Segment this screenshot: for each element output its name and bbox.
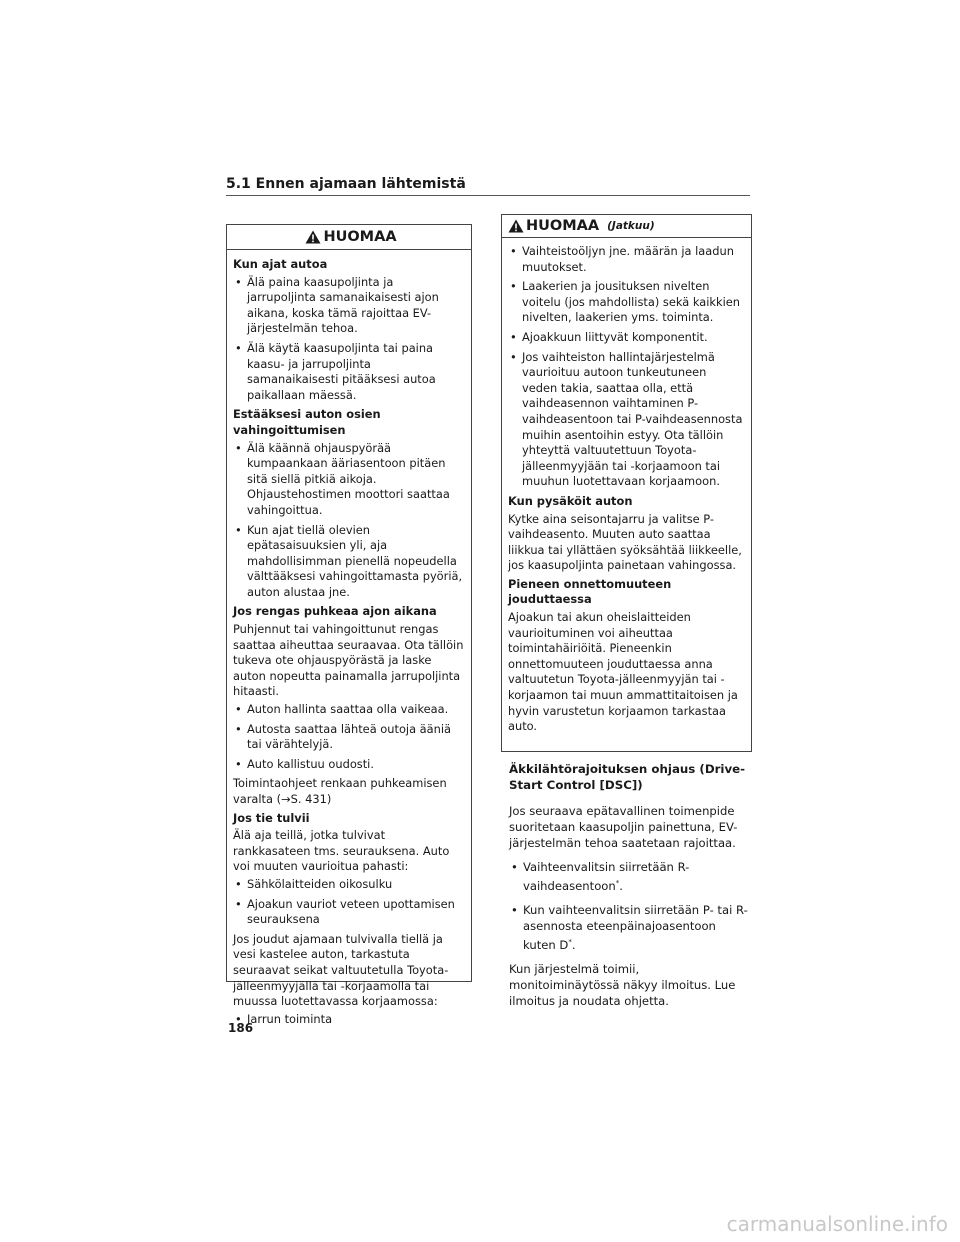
dsc-outro: Kun järjestelmä toimii, monitoiminäytössä näkyy ilmoitus. Lue ilmoitus ja noudata ohjetta. — [509, 961, 736, 1008]
subheading: Kun pysäköit auton — [508, 493, 633, 508]
bullet-item: • Laakerien ja jousituksen nivelten voitelu (jos mahdollista) sekä kaikkien nivelten, laakerien yms. toiminta. — [508, 279, 745, 326]
section-title: 5.1 Ennen ajamaan lähtemistä — [226, 176, 466, 192]
main-text — [509, 758, 749, 1017]
continued-label: (Jatkuu) — [607, 220, 655, 232]
warning-box-body — [227, 250, 471, 1027]
warning-box-header — [227, 225, 471, 250]
page-number: 186 — [228, 1021, 254, 1035]
dsc-bullet-2: • Kun vaihteenvalitsin siirretään P- tai R-asennosta eteenpäinajoasentoon kuten D*. — [509, 902, 749, 953]
warning-box-body — [502, 238, 751, 735]
bullet-item: • Kun ajat tiellä olevien epätasaisuuksien yli, aja mahdollisimman pienellä nopeudella välttääksesi vahingoittamasta pyöriä, auton alustaa jne. — [233, 523, 465, 601]
bullet-item: • Auton hallinta saattaa olla vaikeaa. — [233, 702, 465, 718]
bullet-item: • Ajoakun vauriot veteen upottamisen seurauksena — [233, 897, 465, 928]
bullet-item: • Älä käytä kaasupoljinta tai paina kaasu- ja jarrupoljinta samanaikaisesti pitääksesi autoa paikallaan mäessä. — [233, 341, 465, 403]
dsc-heading: Äkkilähtörajoituksen ohjaus (Drive-Start Control [DSC]) — [509, 762, 746, 792]
bullet-item: • Jarrun toiminta — [233, 1012, 465, 1028]
subheading: Kun ajat autoa — [233, 257, 328, 271]
paragraph: Älä aja teillä, jotka tulvivat rankkasateen tms. seurauksena. Auto voi muuten vaurioitua pahasti: — [233, 828, 450, 874]
bullet-item: • Jos vaihteiston hallintajärjestelmä vaurioituu autoon tunkeutuneen veden takia, saattaa olla, että vaihdeasennon vaihtaminen P-vaihdeasentoon tai P-vaihdeasennosta muihin asentoihin estyy. Ota tällöin yhteyttä valtuutettuun Toyota-jälleenmyyjään tai -korjaamoon tai muuhun luotettavaan korjaamoon. — [508, 350, 745, 490]
warning-box-left — [226, 224, 472, 1026]
subheading: Jos rengas puhkeaa ajon aikana — [233, 604, 437, 619]
bullet-item: • Auto kallistuu oudosti. — [233, 757, 465, 773]
subheading: Pieneen onnettomuuteen jouduttaessa — [508, 576, 672, 607]
subheading: Jos tie tulvii — [233, 810, 310, 825]
bullet-item: • Älä käännä ohjauspyörää kumpaankaan ääriasentoon pitäen sitä siellä pitkiä aikoja. Ohjaustehostimen moottori saattaa vahingoittua. — [233, 441, 465, 519]
warning-box-header — [502, 215, 751, 238]
warning-title: HUOMAA — [526, 218, 600, 234]
paragraph: Jos joudut ajamaan tulvivalla tiellä ja vesi kastelee auton, tarkastuta seuraavat seikat valtuutetulla Toyota-jälleenmyyjällä tai -korjaamolla tai muussa luotettavassa korjaamossa: — [233, 931, 449, 1009]
paragraph: Toimintaohjeet renkaan puhkeamisen varalta (→S. 431) — [233, 776, 447, 806]
section-header — [226, 176, 750, 196]
warning-icon — [305, 230, 321, 244]
bullet-item: • Vaihteistoöljyn jne. määrän ja laadun muutokset. — [508, 244, 745, 275]
paragraph: Puhjennut tai vahingoittunut rengas saattaa aiheuttaa seuraavaa. Ota tällöin tukeva ote ohjauspyörästä ja laske auton nopeutta painamalla jarrupoljinta hitaasti. — [233, 622, 464, 699]
bullet-item: • Sähkölaitteiden oikosulku — [233, 877, 465, 893]
watermark: carmanualsonline.info — [726, 1212, 948, 1236]
bullet-item: • Älä paina kaasupoljinta ja jarrupoljinta samanaikaisesti ajon aikana, koska tämä rajoittaa EV-järjestelmän tehoa. — [233, 275, 465, 337]
paragraph: Kytke aina seisontajarru ja valitse P-vaihdeasento. Muuten auto saattaa liikkua tai yllättäen syöksähtää liikkeelle, jos kaasupoljinta painetaan vahingossa. — [508, 511, 742, 573]
warning-icon — [508, 219, 524, 233]
paragraph: Ajoakun tai akun oheislaitteiden vaurioituminen voi aiheuttaa toimintahäiriöitä. Pieneenkin onnettomuuteen jouduttaessa anna valtuutetun Toyota-jälleenmyyjän tai -korjaamon tai muun ammattitaitoisen ja hyvin varustetun korjaamon tarkastaa auto. — [508, 610, 738, 734]
dsc-intro: Jos seuraava epätavallinen toimenpide suoritetaan kaasupoljin painettuna, EV-järjestelmän tehoa saatetaan rajoittaa. — [509, 804, 738, 850]
subheading: Estääksesi auton osien vahingoittumisen — [233, 407, 381, 437]
dsc-bullet-1: • Vaihteenvalitsin siirretään R-vaihdeasentoon*. — [509, 859, 749, 894]
warning-title: HUOMAA — [323, 229, 397, 245]
bullet-item: • Autosta saattaa lähteä outoja ääniä tai värähtelyjä. — [233, 722, 465, 753]
bullet-item: • Ajoakkuun liittyvät komponentit. — [508, 330, 745, 346]
warning-box-right — [501, 214, 752, 752]
